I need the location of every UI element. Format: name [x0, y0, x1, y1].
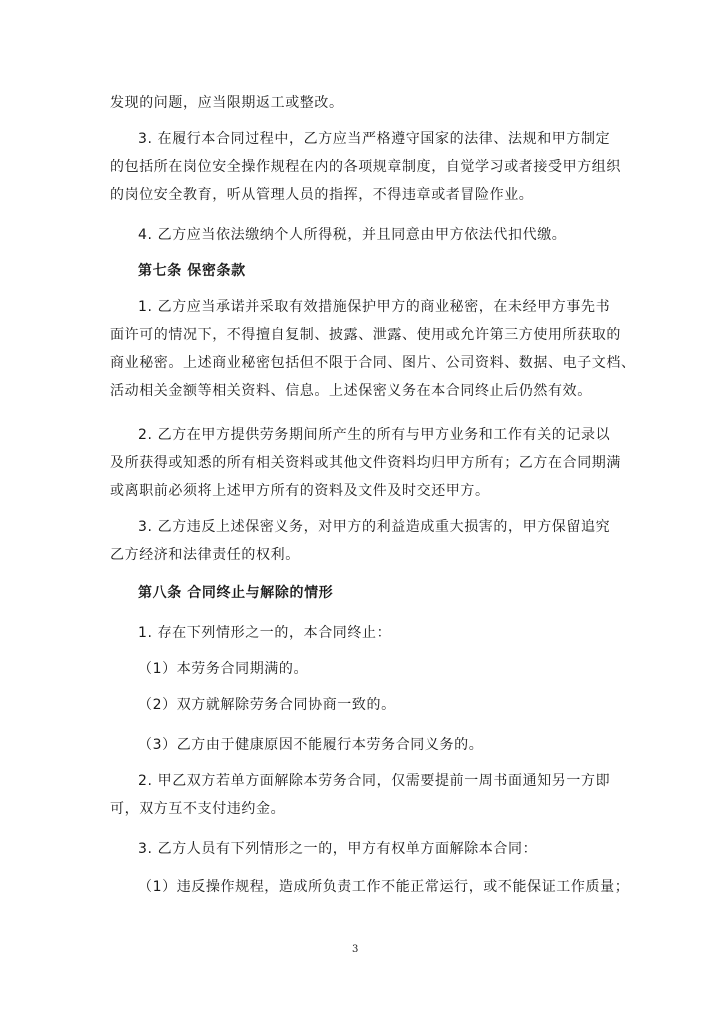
paragraph-4-line: 4. 乙方应当依法缴纳个人所得税，并且同意由甲方依法代扣代缴。 [138, 227, 567, 243]
clause-3-line: 3. 乙方人员有下列情形之一的，甲方有权单方面解除本合同： [138, 841, 538, 857]
text-line: 发现的问题，应当限期返工或整改。 [110, 95, 344, 111]
text-line: 的包括所在岗位安全操作规程在内的各项规章制度，自觉学习或者接受甲方组织 [110, 159, 621, 175]
section-heading-article-8: 第八条 合同终止与解除的情形 [138, 585, 334, 601]
paragraph-3-line: 3. 在履行本合同过程中，乙方应当严格遵守国家的法律、法规和甲方制定 [138, 131, 611, 147]
text-line: 的岗位安全教育，听从管理人员的指挥，不得违章或者冒险作业。 [110, 187, 534, 203]
clause-1-line: 1. 存在下列情形之一的，本合同终止： [138, 625, 392, 641]
list-item: （1）违反操作规程，造成所负责工作不能正常运行，或不能保证工作质量； [138, 879, 630, 895]
paragraph-2-line: 2. 乙方在甲方提供劳务期间所产生的所有与甲方业务和工作有关的记录以 [138, 427, 611, 443]
list-item: （2）双方就解除劳务合同协商一致的。 [138, 697, 396, 713]
text-line: 活动相关金额等相关资料、信息。上述保密义务在本合同终止后仍然有效。 [110, 383, 592, 399]
text-line: 乙方经济和法律责任的权利。 [110, 547, 300, 563]
paragraph-3-line: 3. 乙方违反上述保密义务，对甲方的利益造成重大损害的，甲方保留追究 [138, 519, 611, 535]
text-line: 面许可的情况下，不得擅自复制、披露、泄露、使用或允许第三方使用所获取的 [110, 327, 621, 343]
clause-2-line: 2. 甲乙双方若单方面解除本劳务合同，仅需要提前一周书面通知另一方即 [138, 773, 611, 789]
text-line: 可，双方互不支付违约金。 [110, 801, 286, 817]
section-heading-article-7: 第七条 保密条款 [138, 263, 246, 279]
text-line: 及所获得或知悉的所有相关资料或其他文件资料均归甲方所有；乙方在合同期满 [110, 455, 621, 471]
paragraph-1-line: 1. 乙方应当承诺并采取有效措施保护甲方的商业秘密，在未经甲方事先书 [138, 299, 611, 315]
text-line: 或离职前必须将上述甲方所有的资料及文件及时交还甲方。 [110, 483, 490, 499]
list-item: （1）本劳务合同期满的。 [138, 661, 309, 677]
page-number: 3 [352, 944, 359, 955]
list-item: （3）乙方由于健康原因不能履行本劳务合同义务的。 [138, 737, 484, 753]
text-line: 商业秘密。上述商业秘密包括但不限于合同、图片、公司资料、数据、电子文档、 [110, 355, 636, 371]
